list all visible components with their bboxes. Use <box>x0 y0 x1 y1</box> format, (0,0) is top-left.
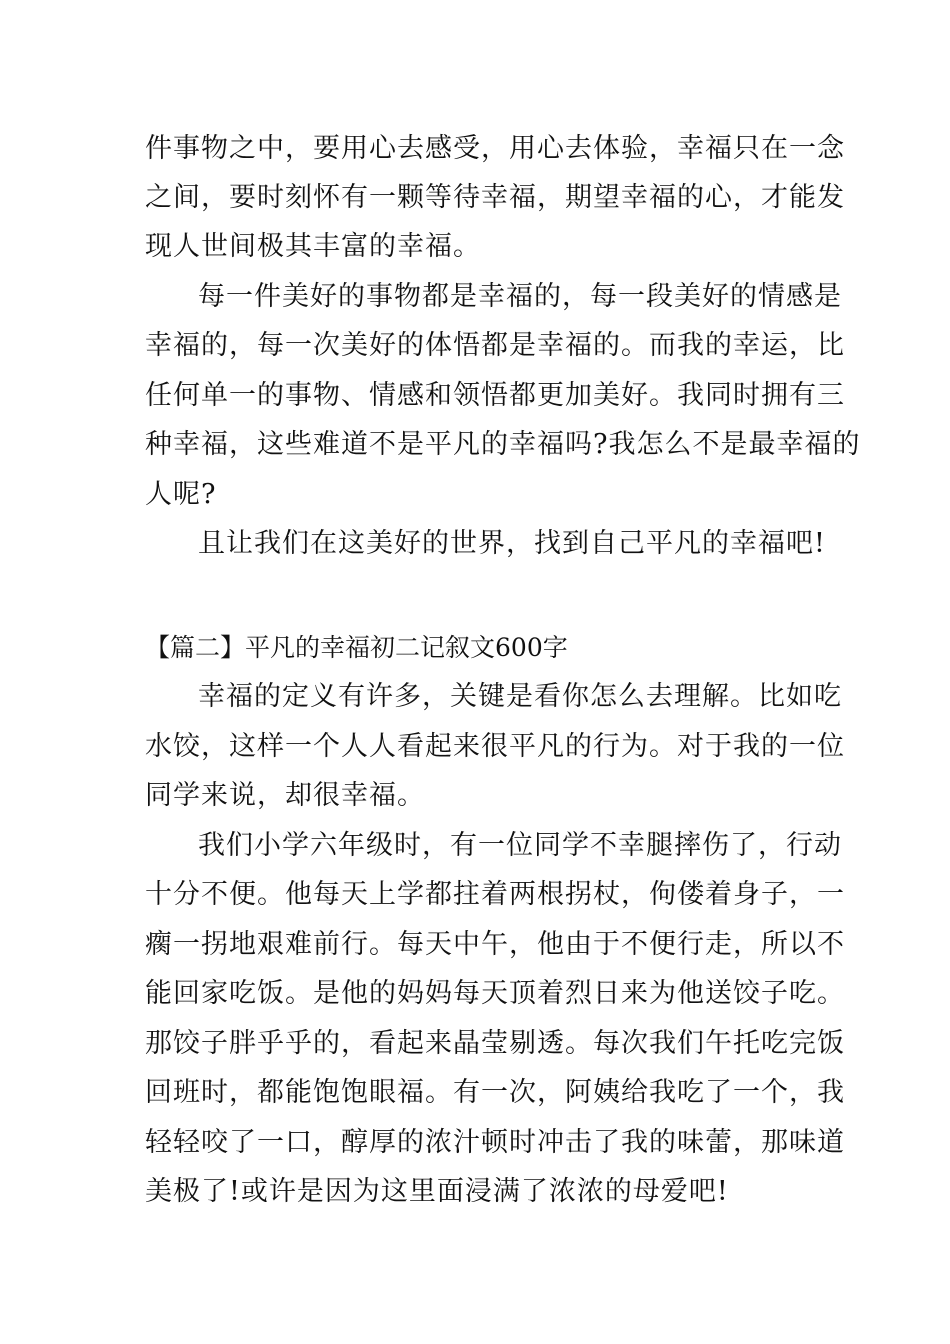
paragraph-first-line: 幸福的定义有许多，关键是看你怎么去理解。比如吃 <box>198 681 842 712</box>
text-line: 幸福的，每一次美好的体悟都是幸福的。而我的幸运，比 <box>145 330 845 361</box>
text-line: 十分不便。他每天上学都拄着两根拐杖，佝偻着身子，一 <box>145 879 845 910</box>
text-line: 之间，要时刻怀有一颗等待幸福，期望幸福的心，才能发 <box>145 182 845 213</box>
text-line: 能回家吃饭。是他的妈妈每天顶着烈日来为他送饺子吃。 <box>145 978 845 1009</box>
text-line: 现人世间极其丰富的幸福。 <box>145 231 481 262</box>
paragraph-first-line: 且让我们在这美好的世界，找到自己平凡的幸福吧! <box>198 528 826 559</box>
text-line: 那饺子胖乎乎的，看起来晶莹剔透。每次我们午托吃完饭 <box>145 1028 845 1059</box>
text-line: 件事物之中，要用心去感受，用心去体验，幸福只在一念 <box>145 133 845 164</box>
text-line: 回班时，都能饱饱眼福。有一次，阿姨给我吃了一个，我 <box>145 1077 845 1108</box>
text-line: 瘸一拐地艰难前行。每天中午，他由于不便行走，所以不 <box>145 929 845 960</box>
text-line: 美极了!或许是因为这里面浸满了浓浓的母爱吧! <box>145 1176 729 1207</box>
paragraph-first-line: 我们小学六年级时，有一位同学不幸腿摔伤了，行动 <box>198 830 842 861</box>
text-line: 种幸福，这些难道不是平凡的幸福吗?我怎么不是最幸福的 <box>145 429 861 460</box>
text-line: 同学来说，却很幸福。 <box>145 780 425 811</box>
text-line: 轻轻咬了一口，醇厚的浓汁顿时冲击了我的味蕾，那味道 <box>145 1127 845 1158</box>
text-line: 人呢? <box>145 479 217 510</box>
text-line: 任何单一的事物、情感和领悟都更加美好。我同时拥有三 <box>145 380 845 411</box>
text-line: 水饺，这样一个人人看起来很平凡的行为。对于我的一位 <box>145 731 845 762</box>
paragraph-first-line: 每一件美好的事物都是幸福的，每一段美好的情感是 <box>198 281 842 312</box>
section-heading: 【篇二】平凡的幸福初二记叙文600字 <box>145 633 568 662</box>
